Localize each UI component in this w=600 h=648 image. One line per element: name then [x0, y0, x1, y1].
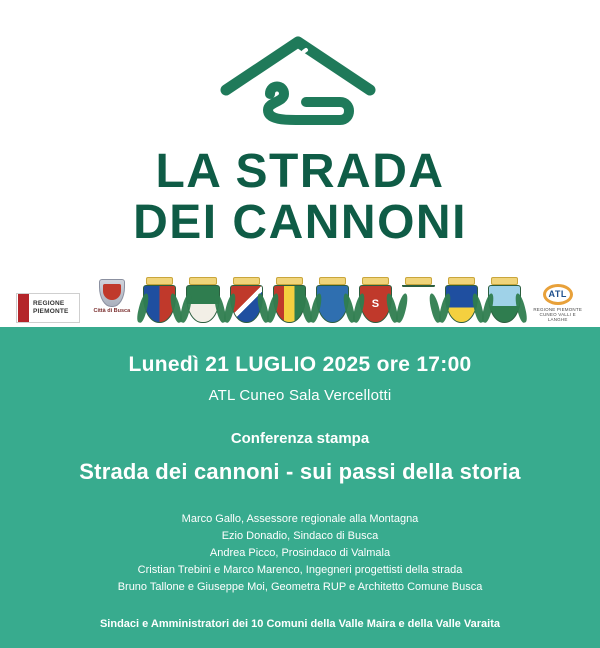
crown-icon — [189, 277, 216, 285]
logo-container — [0, 26, 600, 138]
comune-crest-3 — [230, 277, 263, 323]
comune-crest-6 — [359, 277, 392, 323]
comune-crest-9 — [488, 277, 521, 323]
crown-icon — [362, 277, 389, 285]
crown-icon — [405, 277, 432, 285]
comune-crest-5 — [316, 277, 349, 323]
comune-crest-8 — [445, 277, 478, 323]
list-item: Bruno Tallone e Giuseppe Moi, Geometra RUP e Architetto Comune Busca — [117, 580, 483, 593]
crown-icon — [146, 277, 173, 285]
laurel-left-icon — [394, 292, 409, 323]
atl-logo — [531, 283, 584, 323]
atl-ring-icon — [543, 284, 573, 305]
crown-icon — [233, 277, 260, 285]
regione-piemonte-logo — [16, 293, 80, 323]
busca-label: Città di Busca — [93, 307, 131, 314]
poster-title — [0, 146, 600, 249]
list-item: Ezio Donadio, Sindaco di Busca — [221, 529, 379, 542]
list-item: Andrea Picco, Prosindaco di Valmala — [209, 546, 391, 559]
regione-line-1: REGIONE — [33, 299, 65, 307]
title-line-2: DEI CANNONI — [133, 196, 467, 250]
event-panel — [0, 327, 600, 648]
comune-crest-7 — [402, 277, 435, 323]
regione-piemonte-label — [33, 300, 69, 316]
crest-letter: S — [371, 297, 380, 310]
atl-label: ATL — [548, 289, 567, 300]
event-type: Conferenza stampa — [230, 429, 370, 447]
strada-dei-cannoni-logo-icon — [210, 28, 390, 136]
crown-icon — [276, 277, 303, 285]
footer-note: Sindaci e Amministratori dei 10 Comuni della Valle Maira e della Valle Varaita — [99, 617, 501, 630]
event-venue: ATL Cuneo Sala Vercellotti — [208, 386, 392, 404]
laurel-right-icon — [514, 292, 529, 323]
event-date: Lunedì 21 LUGLIO 2025 ore 17:00 — [128, 352, 472, 376]
speaker-list — [24, 511, 576, 596]
list-item: Cristian Trebini e Marco Marenco, Ingegneri progettisti della strada — [137, 563, 463, 576]
crown-icon — [491, 277, 518, 285]
busca-shield-icon — [99, 279, 125, 307]
regione-line-2: PIEMONTE — [33, 307, 69, 315]
event-subject: Strada dei cannoni - sui passi della storia — [79, 458, 521, 484]
regione-piemonte-bar — [18, 294, 29, 322]
comune-di-busca-crest — [90, 279, 133, 323]
title-line-1: LA STRADA — [155, 145, 445, 198]
crest-strip — [0, 271, 600, 327]
crown-icon — [319, 277, 346, 285]
list-item: Marco Gallo, Assessore regionale alla Montagna — [181, 512, 419, 525]
comune-crest-4 — [273, 277, 306, 323]
crown-icon — [448, 277, 475, 285]
comune-crest-1 — [143, 277, 176, 323]
shield-body — [402, 285, 435, 287]
comune-crest-2 — [186, 277, 219, 323]
atl-sublabel: REGIONE PIEMONTE CUNEO VALLI E LANGHE — [533, 306, 583, 322]
